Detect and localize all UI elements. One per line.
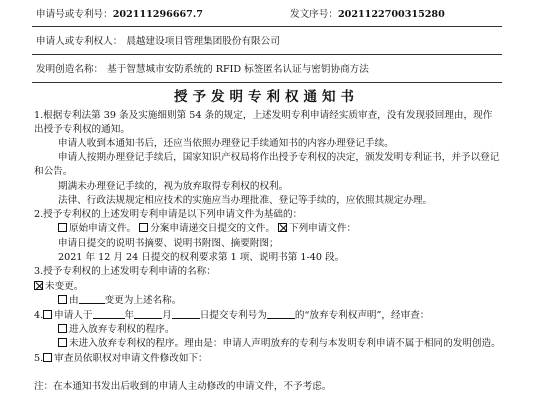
section-4-text: 月 [162, 310, 172, 321]
option-original-documents: 原始申请文件。 [69, 223, 137, 234]
option-unchanged: 未变更。 [45, 281, 84, 292]
paragraph-1-line: 申请人收到本通知书后，还应当依照办理登记手续通知书的内容办理登记手续。 [58, 138, 394, 149]
paragraph-1-line: 法律、行政法规规定相应技术的实施应当办理批准、登记等手续的，应依照其规定办理。 [58, 195, 433, 206]
send-number-row [290, 8, 445, 21]
section-5-number: 5. [34, 353, 44, 364]
application-number-value: 202111296667.7 [112, 9, 203, 20]
checkbox-entered[interactable] [58, 324, 67, 333]
section-4-heading [34, 309, 429, 322]
section-5-heading [34, 352, 208, 365]
option-changed-from: 由 [69, 295, 79, 306]
paragraph-1-line: 期满未办理登记手续的，视为放弃取得专利权的权利。 [58, 181, 289, 192]
applicant-row [36, 35, 280, 48]
application-number-label: 申请号或专利号： [36, 9, 113, 20]
footnote: 注：在本通知书发出后收到的申请人主动修改的申请文件，不予考虑。 [34, 381, 332, 392]
applicant-value: 晨越建设项目管理集团股份有限公司 [126, 36, 280, 47]
checkbox-changed[interactable] [58, 295, 67, 304]
checkbox-not-entered[interactable] [58, 338, 67, 347]
section-4-option-not-entered [58, 337, 501, 350]
blank-field [172, 309, 200, 319]
section-5-text: 审查员依职权对申请文件修改如下： [54, 353, 208, 364]
documents-line: 申请日提交的说明书摘要、说明书附图、摘要附图； [58, 238, 279, 249]
page-title: 授予发明专利权通知书 [174, 89, 359, 105]
section-2-options [58, 222, 356, 235]
option-not-entered: 未进入放弃专利权的程序。理由是：申请人声明放弃的专利与本发明专利申请不属于相同的发明创造。 [69, 338, 501, 349]
documents-line: 2021 年 12 月 24 日提交的权利要求第 1 项、说明书第 1-40 段。 [58, 252, 345, 263]
section-4-text: 申请人于 [54, 310, 93, 321]
invention-name-value: 基于智慧城市安防系统的 RFID 标签匿名认证与密钥协商方法 [107, 64, 369, 75]
option-entered: 进入放弃专利权的程序。 [69, 324, 175, 335]
section-3-option-changed [58, 294, 181, 307]
section-3-heading: 3.授予专利权的上述发明专利申请的名称： [34, 266, 216, 277]
section-2-heading: 2.授予专利权的上述发明专利申请是以下列申请文件为基础的： [34, 209, 303, 220]
blank-field [134, 309, 162, 319]
paragraph-1-line: 出授予专利权的通知。 [34, 124, 130, 135]
checkbox-section-5[interactable] [43, 353, 52, 362]
section-4-text: 年 [124, 310, 135, 321]
checkbox-unchanged[interactable] [34, 281, 43, 290]
applicant-label: 申请人或专利权人： [36, 36, 123, 47]
checkbox-divisional-documents[interactable] [139, 223, 148, 232]
paragraph-1-line: 和公告。 [34, 166, 73, 177]
option-following-documents: 下列申请文件： [289, 223, 357, 234]
application-number-row [36, 8, 203, 21]
section-3-option-unchanged [34, 280, 83, 293]
checkbox-section-4[interactable] [43, 310, 52, 319]
send-number-label: 发文序号： [290, 9, 338, 20]
blank-field [267, 309, 295, 319]
section-4-text: 的“放弃专利权声明”，经审查： [294, 310, 430, 321]
section-4-text: 日提交专利号为 [199, 310, 267, 321]
blank-field [93, 309, 125, 319]
divider [32, 26, 502, 27]
paragraph-1-line: 1.根据专利法第 39 条及实施细则第 54 条的规定，上述发明专利申请经实质审查，没有发现驳回理由，现作 [34, 110, 493, 121]
send-number-value: 2021122700315280 [337, 9, 445, 20]
section-4-option-entered [58, 323, 175, 336]
divider [32, 82, 502, 83]
option-divisional-documents: 分案申请递交日提交的文件。 [150, 223, 275, 234]
divider [32, 54, 502, 55]
invention-name-label: 发明创造名称： [36, 64, 104, 75]
checkbox-following-documents[interactable] [278, 223, 287, 232]
option-changed-to: 变更为上述名称。 [104, 295, 182, 306]
checkbox-original-documents[interactable] [58, 223, 67, 232]
section-4-number: 4. [34, 310, 44, 321]
blank-field [79, 294, 105, 304]
invention-name-row [36, 63, 369, 76]
paragraph-1-line: 申请人按期办理登记手续后，国家知识产权局将作出授予专利权的决定，颁发发明专利证书，并予以登记 [58, 152, 500, 163]
